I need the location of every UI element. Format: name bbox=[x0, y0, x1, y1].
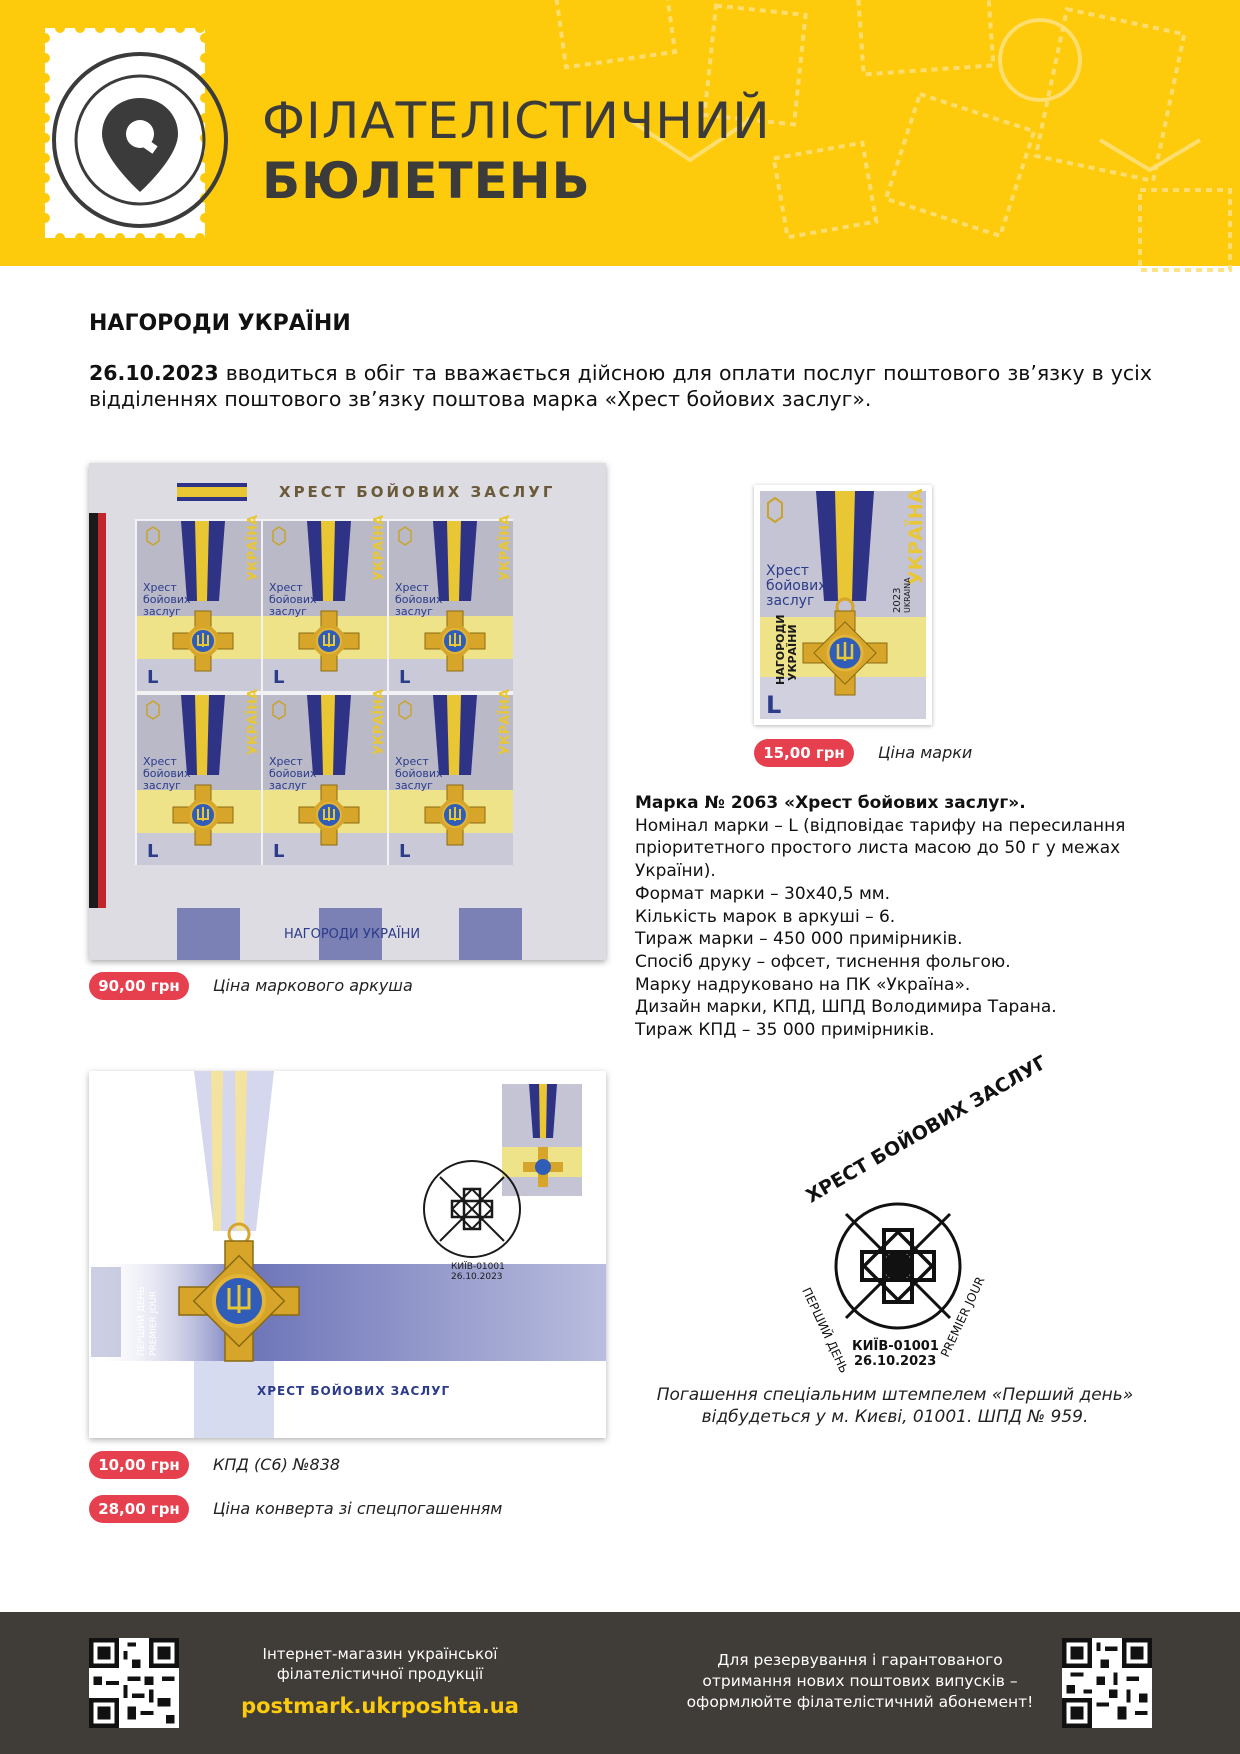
cancel-note-line2: відбудеться у м. Києві, 01001. ШПД № 959. bbox=[701, 1407, 1089, 1427]
subscription-line2: отримання нових поштових випусків – bbox=[702, 1672, 1018, 1690]
fdc-caption: ХРЕСТ БОЙОВИХ ЗАСЛУГ bbox=[257, 1384, 451, 1398]
stamp-year: 2023 bbox=[892, 587, 903, 613]
fdc-art bbox=[89, 1071, 606, 1438]
details-line: Тираж марки – 450 000 примірників. bbox=[635, 929, 963, 950]
subscription-line3: оформлюйте філателістичний абонемент! bbox=[686, 1693, 1034, 1711]
sheet-price-badge: 90,00 грн bbox=[89, 972, 189, 1000]
stamp-country-latin: UKRAINA bbox=[903, 577, 912, 613]
sheet-series-label: НАГОРОДИ УКРАЇНИ bbox=[284, 927, 421, 942]
stamp-series-line1: НАГОРОДИ bbox=[774, 614, 787, 685]
fdc-side-text-2: PREMIER JOUR bbox=[149, 1290, 159, 1356]
shop-description-line2: філателістичної продукції bbox=[276, 1665, 484, 1683]
fdc-side-text-1: ПЕРШИЙ ДЕНЬ bbox=[137, 1286, 147, 1356]
stamp-series-line2: УКРАЇНИ bbox=[786, 624, 799, 681]
stamp-details bbox=[635, 792, 1155, 1042]
cancel-ring-top: ХРЕСТ БОЙОВИХ ЗАСЛУГ bbox=[802, 1051, 1051, 1208]
footer bbox=[0, 1612, 1240, 1754]
stamp-sheet bbox=[89, 463, 606, 960]
cover-cancel-price-badge: 28,00 грн bbox=[89, 1495, 189, 1523]
details-line: Марку надруковано на ПК «Україна». bbox=[635, 974, 971, 995]
stamp-price-caption: Ціна марки bbox=[878, 743, 973, 762]
shop-url-link[interactable]: postmark.ukrposhta.ua bbox=[241, 1694, 519, 1718]
stamp-name-line1: Хрест bbox=[766, 563, 809, 579]
details-line: Кількість марок в аркуші – 6. bbox=[635, 906, 896, 927]
first-day-cancellation-stamp bbox=[790, 1051, 1051, 1378]
logo-stamp bbox=[45, 28, 205, 238]
intro-text: вводиться в обіг та вважається дійсною для оплати послуг поштового зв’язку в усіх відділеннях поштового зв’язку поштова марка «Хрест бойових заслуг». bbox=[89, 361, 1152, 411]
shop-description bbox=[230, 1644, 530, 1684]
subscription-line1: Для резервування і гарантованого bbox=[717, 1651, 1003, 1669]
details-line: Тираж КПД – 35 000 примірників. bbox=[635, 1020, 935, 1041]
fdc-cancel-postcode: КИЇВ-01001 bbox=[451, 1262, 505, 1272]
details-heading: Марка № 2063 «Хрест бойових заслуг». bbox=[635, 793, 1026, 813]
fdc-price-badge: 10,00 грн bbox=[89, 1451, 189, 1479]
header-banner bbox=[0, 0, 1240, 266]
cancel-note-line1: Погашення спеціальним штемпелем «Перший день» bbox=[656, 1385, 1134, 1405]
shop-description-line1: Інтернет-магазин української bbox=[262, 1645, 498, 1663]
qr-code-icon[interactable] bbox=[89, 1638, 179, 1728]
stamp-name-line2: бойових bbox=[766, 578, 827, 594]
sheet-title: ХРЕСТ БОЙОВИХ ЗАСЛУГ bbox=[279, 483, 556, 501]
details-line: Дизайн марки, КПД, ШПД Володимира Тарана. bbox=[635, 997, 1057, 1018]
intro-paragraph bbox=[89, 360, 1152, 412]
fdc-price-caption: КПД (С6) №838 bbox=[213, 1455, 341, 1474]
intro-date: 26.10.2023 bbox=[89, 361, 219, 385]
single-stamp bbox=[754, 485, 932, 725]
cancel-ring-left: ПЕРШИЙ ДЕНЬ bbox=[799, 1285, 852, 1376]
stamp-price-badge: 15,00 грн bbox=[754, 739, 854, 767]
cover-cancel-price-caption: Ціна конверта зі спецпогашенням bbox=[213, 1499, 503, 1518]
sheet-price-caption: Ціна маркового аркуша bbox=[213, 976, 413, 995]
cancel-date: 26.10.2023 bbox=[854, 1354, 937, 1369]
cancel-ring-right: PREMIER JOUR bbox=[938, 1274, 988, 1360]
details-line: Формат марки – 30х40,5 мм. bbox=[635, 883, 891, 904]
medal-stamp-art bbox=[754, 485, 932, 725]
first-day-cover bbox=[89, 1071, 606, 1438]
details-line: Номінал марки – L (відповідає тарифу на пересилання пріоритетного простого листа масою до 50 г у межах України). bbox=[635, 815, 1126, 882]
postmark-logo-icon bbox=[45, 28, 205, 238]
fdc-cancel-date: 26.10.2023 bbox=[451, 1272, 503, 1282]
stamp-sheet-art bbox=[89, 463, 606, 960]
cancel-postcode: КИЇВ-01001 bbox=[852, 1339, 939, 1354]
subscription-text bbox=[660, 1650, 1060, 1713]
section-title: НАГОРОДИ УКРАЇНИ bbox=[89, 311, 351, 336]
stamp-denomination: L bbox=[766, 691, 782, 719]
bulletin-title-line2: БЮЛЕТЕНЬ bbox=[262, 152, 591, 210]
bulletin-title-line1: ФІЛАТЕЛІСТИЧНИЙ bbox=[262, 92, 771, 150]
cancellation-note bbox=[640, 1384, 1150, 1428]
stamp-country: УКРАЇНА bbox=[905, 488, 927, 585]
stamp-name-line3: заслуг bbox=[766, 593, 815, 609]
qr-code-icon[interactable] bbox=[1062, 1638, 1152, 1728]
details-line: Спосіб друку – офсет, тиснення фольгою. bbox=[635, 951, 1011, 972]
